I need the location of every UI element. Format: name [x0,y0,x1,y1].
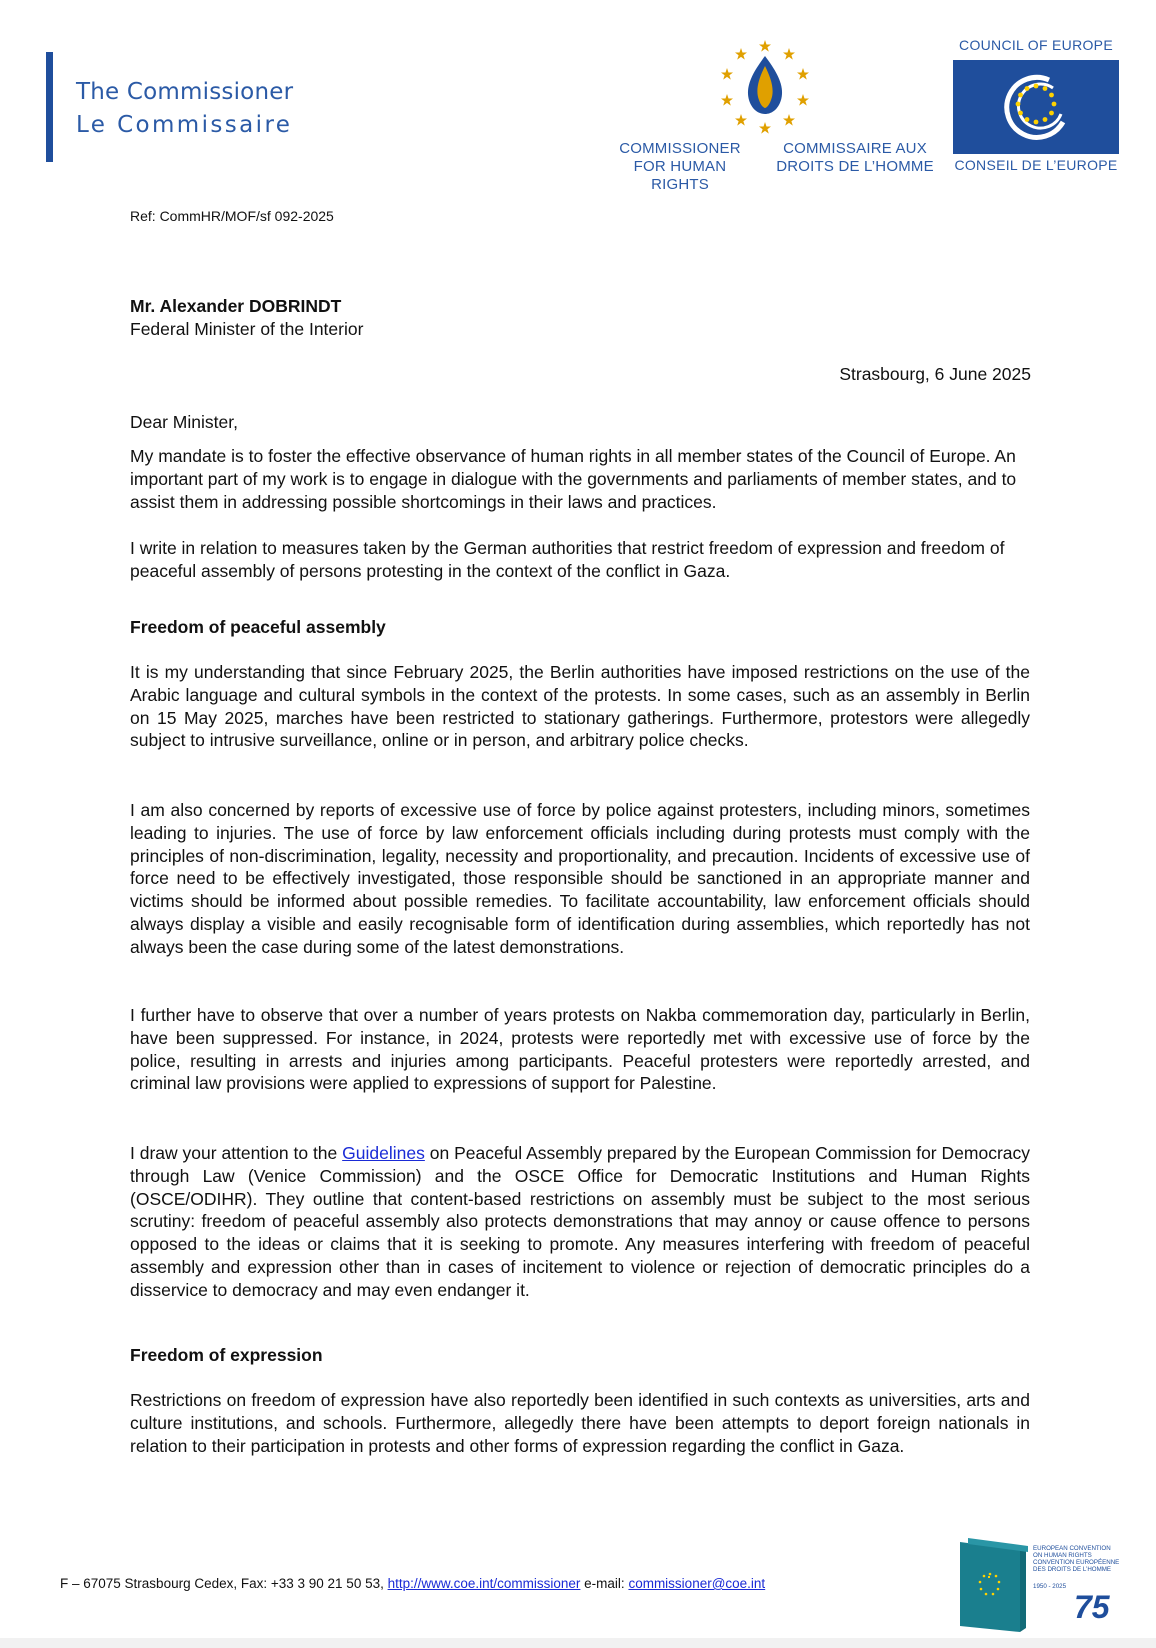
paragraph-guidelines [130,1142,1030,1302]
letter-reference: Ref: CommHR/MOF/sf 092-2025 [130,208,334,224]
recipient-name: Mr. Alexander DOBRINDT [130,296,342,316]
echr-line3: CONVENTION EUROPÉENNE [1033,1559,1120,1566]
echr-75-anniversary-logo-icon [958,1536,1128,1636]
paragraph-use-of-force: I am also concerned by reports of excessive use of force by police against protesters, including minors, sometimes leading to injuries. The use of force by law enforcement officials including during protests must comply with the principles of non-discrimination, legality, necessity and proportionality, and precaution. Incidents of excessive use of force need to be effectively investigated, those responsible should be sanctioned in an appropriate manner and victims should be informed about possible remedies. To facilitate accountability, law enforcement officials should always display a visible and easily recognisable form of identification during assemblies, which reportedly has not always been the case during some of the latest demonstrations. [130,800,1030,957]
echr-anniversary-number: 75 [1074,1589,1110,1625]
paragraph-mandate: My mandate is to foster the effective observance of human rights in all member states of the Council of Europe. An important part of my work is to engage in dialogue with the governments and parliaments of member states, and to assist them in addressing possible shortcomings in their laws and practices. [130,446,1017,512]
letter-date: Strasbourg, 6 June 2025 [839,364,1031,384]
chr-fr-line1: COMMISSAIRE AUX [783,140,927,157]
coe-name-fr: CONSEIL DE L’EUROPE [954,157,1118,173]
chr-flame-logo-icon [715,38,815,138]
commissioner-title-en: The Commissioner [76,79,294,105]
commissioner-title [76,76,293,142]
paragraph-berlin-restrictions: It is my understanding that since February 2025, the Berlin authorities have imposed restrictions on the use of the Arabic language and cultural symbols in the context of the protests. In some cases, such as an assembly in Berlin on 15 May 2025, marches have been restricted to stationary gatherings. Furthermore, protestors were allegedly subject to intrusive surveillance, online or in person, and arbitrary police checks. [130,662,1030,751]
paragraph-expression-restrictions: Restrictions on freedom of expression have also reportedly been identified in such contexts as universities, arts and culture institutions, and schools. Furthermore, allegedly there have been attempts to deport foreign nationals in relation to their participation in protests and other forms of expression regarding the conflict in Gaza. [130,1390,1030,1456]
echr-line2: ON HUMAN RIGHTS [1033,1552,1092,1559]
commissioner-accent-bar [46,52,53,162]
footer-address: F – 67075 Strasbourg Cedex, Fax: +33 3 90 21 50 53, [60,1576,388,1591]
chr-name-en [604,140,756,194]
echr-line1: EUROPEAN CONVENTION [1033,1545,1111,1552]
coe-name-en: COUNCIL OF EUROPE [959,37,1113,53]
paragraph-purpose: I write in relation to measures taken by the German authorities that restrict freedom of expression and freedom of peaceful assembly of persons protesting in the context of the conflict in Gaza. [130,538,1005,581]
page-bottom-strip [0,1638,1156,1648]
footer-email-label: e-mail: [580,1576,629,1591]
guidelines-link[interactable]: Guidelines [342,1143,425,1163]
chr-name-fr [775,140,935,176]
echr-years: 1950 - 2025 [1033,1583,1067,1590]
chr-fr-line2: DROITS DE L’HOMME [776,158,934,175]
commissioner-title-fr: Le Commissaire [76,112,293,138]
recipient-role: Federal Minister of the Interior [130,319,364,339]
paragraph-guidelines-body: on Peaceful Assembly prepared by the European Commission for Democracy through Law (Venice Commission) and the OSCE Office for Democratic Institutions and Human Rights (OSCE/ODIHR). They outline that content-based restrictions on assembly must be subject to the most serious scrutiny: freedom of peaceful assembly also protects demonstrations that may annoy or cause offence to persons opposed to the ideas or claims that it is seeking to promote. Any measures interfering with freedom of peaceful assembly and expression other than in cases of incitement to violence or rejection of democratic principles do a disservice to democracy and may even endanger it. [130,1143,1031,1300]
salutation: Dear Minister, [130,412,238,432]
coe-flag-logo-icon [953,60,1119,154]
heading-freedom-of-expression: Freedom of expression [130,1345,323,1365]
footer-website-link[interactable]: http://www.coe.int/commissioner [387,1576,581,1591]
chr-en-line1: COMMISSIONER [619,140,741,157]
echr-line4: DES DROITS DE L’HOMME [1033,1566,1112,1573]
footer-email-link[interactable]: commissioner@coe.int [628,1576,766,1591]
heading-peaceful-assembly: Freedom of peaceful assembly [130,617,386,637]
paragraph-guidelines-intro: I draw your attention to the [130,1143,343,1163]
paragraph-nakba-protests: I further have to observe that over a number of years protests on Nakba commemoration day, particularly in Berlin, have been suppressed. For instance, in 2024, protests were reportedly met with excessive use of force by the police, resulting in arrests and injuries among participants. Peaceful protesters were reportedly arrested, and criminal law provisions were applied to expressions of support for Palestine. [130,1005,1030,1094]
footer-contact [60,1576,765,1591]
chr-en-line2: FOR HUMAN RIGHTS [633,158,727,193]
